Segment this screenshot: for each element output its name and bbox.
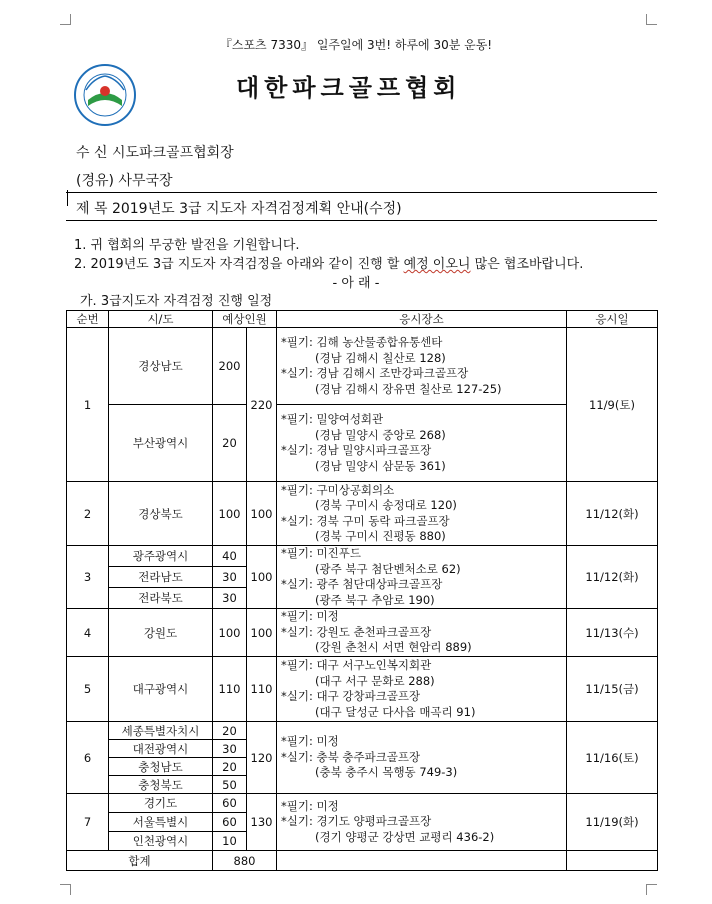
- col-header: 시/도: [109, 311, 213, 328]
- table-row: [67, 794, 658, 813]
- region-cell: 경상남도: [109, 328, 213, 405]
- venue-line: (충북 충주시 목행동 749-3): [315, 765, 458, 780]
- section-heading: 가. 3급지도자 자격검정 진행 일정: [80, 294, 273, 309]
- divider: [66, 220, 657, 221]
- col-header: 순번: [67, 311, 109, 328]
- group-total-cell: 100: [247, 609, 277, 657]
- venue-line: (경남 김해시 장유면 칠산로 127-25): [315, 381, 502, 396]
- page-corner-mark: [646, 14, 657, 25]
- text-cursor: [67, 190, 68, 206]
- venue-line: *실기: 경기도 양평파크골프장: [281, 814, 432, 829]
- venue-line: (경북 구미시 송정대로 120): [315, 498, 457, 512]
- recipient-line: 수 신 시도파크골프협회장: [76, 145, 234, 161]
- region-cell: 세종특별자치시: [109, 722, 213, 740]
- region-cell: 경상북도: [109, 482, 213, 546]
- venue-line: *필기: 미정: [281, 734, 339, 749]
- venue-line: (경남 밀양시 중앙로 268): [315, 427, 446, 442]
- association-emblem-icon: [74, 64, 136, 126]
- page-corner-mark: [60, 14, 71, 25]
- exam-date-cell: 11/19(화): [567, 794, 658, 851]
- venue-line: *실기: 경남 밀양시파크골프장: [281, 443, 432, 457]
- region-cell: 강원도: [109, 609, 213, 657]
- region-cell: 충청남도: [109, 758, 213, 776]
- count-cell: 100: [213, 609, 247, 657]
- total-label: 합계: [67, 851, 213, 871]
- count-cell: 200: [213, 328, 247, 405]
- empty-cell: [277, 851, 567, 871]
- venue-line: *필기: 대구 서구노인복지회관: [281, 658, 432, 672]
- venue-line: (대구 달성군 다사읍 매곡리 91): [315, 704, 476, 719]
- region-cell: 경기도: [109, 794, 213, 813]
- venue-line: (광주 북구 추암로 190): [315, 592, 435, 607]
- group-total-cell: 120: [247, 722, 277, 794]
- table-row: [67, 609, 658, 657]
- page-corner-mark: [646, 884, 657, 895]
- venue-line: *실기: 광주 첨단대상파크골프장: [281, 577, 443, 591]
- ahre-heading: - 아 래 -: [332, 276, 380, 291]
- venue-cell: [277, 657, 567, 722]
- count-cell: 30: [213, 588, 247, 609]
- region-cell: 충청북도: [109, 776, 213, 794]
- count-cell: 40: [213, 546, 247, 567]
- table-row: [67, 482, 658, 546]
- subject-line[interactable]: 제 목 2019년도 3급 지도자 자격검정계획 안내(수정): [76, 201, 402, 217]
- count-cell: 20: [213, 405, 247, 482]
- total-row: [67, 851, 658, 871]
- table-header-row: [67, 311, 658, 328]
- count-cell: 20: [213, 758, 247, 776]
- page-corner-mark: [60, 884, 71, 895]
- row-number: 7: [67, 794, 109, 851]
- venue-cell: [277, 794, 567, 851]
- venue-cell: [277, 328, 567, 405]
- count-cell: 20: [213, 722, 247, 740]
- region-cell: 대전광역시: [109, 740, 213, 758]
- group-total-cell: 130: [247, 794, 277, 851]
- exam-date-cell: 11/15(금): [567, 657, 658, 722]
- group-total-cell: 100: [247, 546, 277, 609]
- via-line: (경유) 사무국장: [76, 173, 173, 189]
- table-row: [67, 657, 658, 722]
- count-cell: 30: [213, 740, 247, 758]
- venue-line: *필기: 미정: [281, 609, 339, 624]
- venue-line: *필기: 김해 농산물종합유통센타: [281, 335, 443, 349]
- slogan: 『스포츠 7330』 일주일에 3번! 하루에 30분 운동!: [219, 38, 493, 52]
- count-cell: 50: [213, 776, 247, 794]
- exam-date-cell: 11/16(토): [567, 722, 658, 794]
- venue-cell: [277, 405, 567, 482]
- region-cell: 전라북도: [109, 588, 213, 609]
- venue-cell: [277, 722, 567, 794]
- region-cell: 광주광역시: [109, 546, 213, 567]
- venue-line: *필기: 미진푸드: [281, 546, 361, 560]
- region-cell: 대구광역시: [109, 657, 213, 722]
- exam-date-cell: 11/13(수): [567, 609, 658, 657]
- count-cell: 60: [213, 794, 247, 813]
- row-number: 5: [67, 657, 109, 722]
- venue-line: *실기: 강원도 춘천파크골프장: [281, 624, 432, 639]
- region-cell: 인천광역시: [109, 832, 213, 851]
- venue-cell: [277, 609, 567, 657]
- row-number: 1: [67, 328, 109, 482]
- venue-line: *실기: 경남 김해시 조만강파크골프장: [281, 366, 469, 380]
- exam-date-cell: 11/12(화): [567, 546, 658, 609]
- venue-line: (경남 밀양시 삼문동 361): [315, 458, 446, 473]
- venue-line: *실기: 대구 강창파크골프장: [281, 689, 421, 703]
- exam-date-cell: 11/12(화): [567, 482, 658, 546]
- table-row: [67, 328, 658, 405]
- count-cell: 100: [213, 482, 247, 546]
- group-total-cell: 110: [247, 657, 277, 722]
- venue-line: (경기 양평군 강상면 교평리 436-2): [315, 829, 495, 844]
- venue-line: (경북 구미시 진평동 880): [315, 529, 446, 543]
- region-cell: 서울특별시: [109, 813, 213, 832]
- venue-line: *실기: 경북 구미 동락 파크골프장: [281, 513, 450, 528]
- empty-cell: [567, 851, 658, 871]
- venue-line: *실기: 충북 충주파크골프장: [281, 749, 421, 764]
- venue-line: *필기: 구미상공회의소: [281, 482, 395, 497]
- venue-cell: [277, 546, 567, 609]
- venue-cell: [277, 482, 567, 546]
- table-row: [67, 722, 658, 740]
- venue-line: (대구 서구 문화로 288): [315, 673, 435, 688]
- row-number: 6: [67, 722, 109, 794]
- paragraph-2: 2. 2019년도 3급 지도자 자격검정을 아래와 같이 진행 할 예정 이오니 많은 협조바랍니다.: [74, 257, 584, 272]
- group-total-cell: 220: [247, 328, 277, 482]
- venue-line: *필기: 미정: [281, 798, 339, 813]
- col-header: 응시장소: [277, 311, 567, 328]
- divider: [66, 192, 657, 193]
- total-value: 880: [213, 851, 277, 871]
- venue-line: *필기: 밀양여성회관: [281, 412, 384, 426]
- row-number: 3: [67, 546, 109, 609]
- count-cell: 10: [213, 832, 247, 851]
- count-cell: 110: [213, 657, 247, 722]
- schedule-table: [66, 310, 658, 871]
- count-cell: 60: [213, 813, 247, 832]
- col-header: 응시일: [567, 311, 658, 328]
- venue-line: (광주 북구 첨단벤처소로 62): [315, 561, 461, 576]
- table-row: [67, 546, 658, 567]
- venue-line: (경남 김해시 칠산로 128): [315, 350, 446, 365]
- group-total-cell: 100: [247, 482, 277, 546]
- page-title: 대한파크골프협회: [236, 74, 462, 102]
- region-cell: 부산광역시: [109, 405, 213, 482]
- col-header: 예상인원: [213, 311, 277, 328]
- exam-date-cell: 11/9(토): [567, 328, 658, 482]
- row-number: 2: [67, 482, 109, 546]
- paragraph-1: 1. 귀 협회의 무궁한 발전을 기원합니다.: [74, 238, 300, 253]
- count-cell: 30: [213, 567, 247, 588]
- region-cell: 전라남도: [109, 567, 213, 588]
- row-number: 4: [67, 609, 109, 657]
- venue-line: (강원 춘천시 서면 현암리 889): [315, 640, 472, 655]
